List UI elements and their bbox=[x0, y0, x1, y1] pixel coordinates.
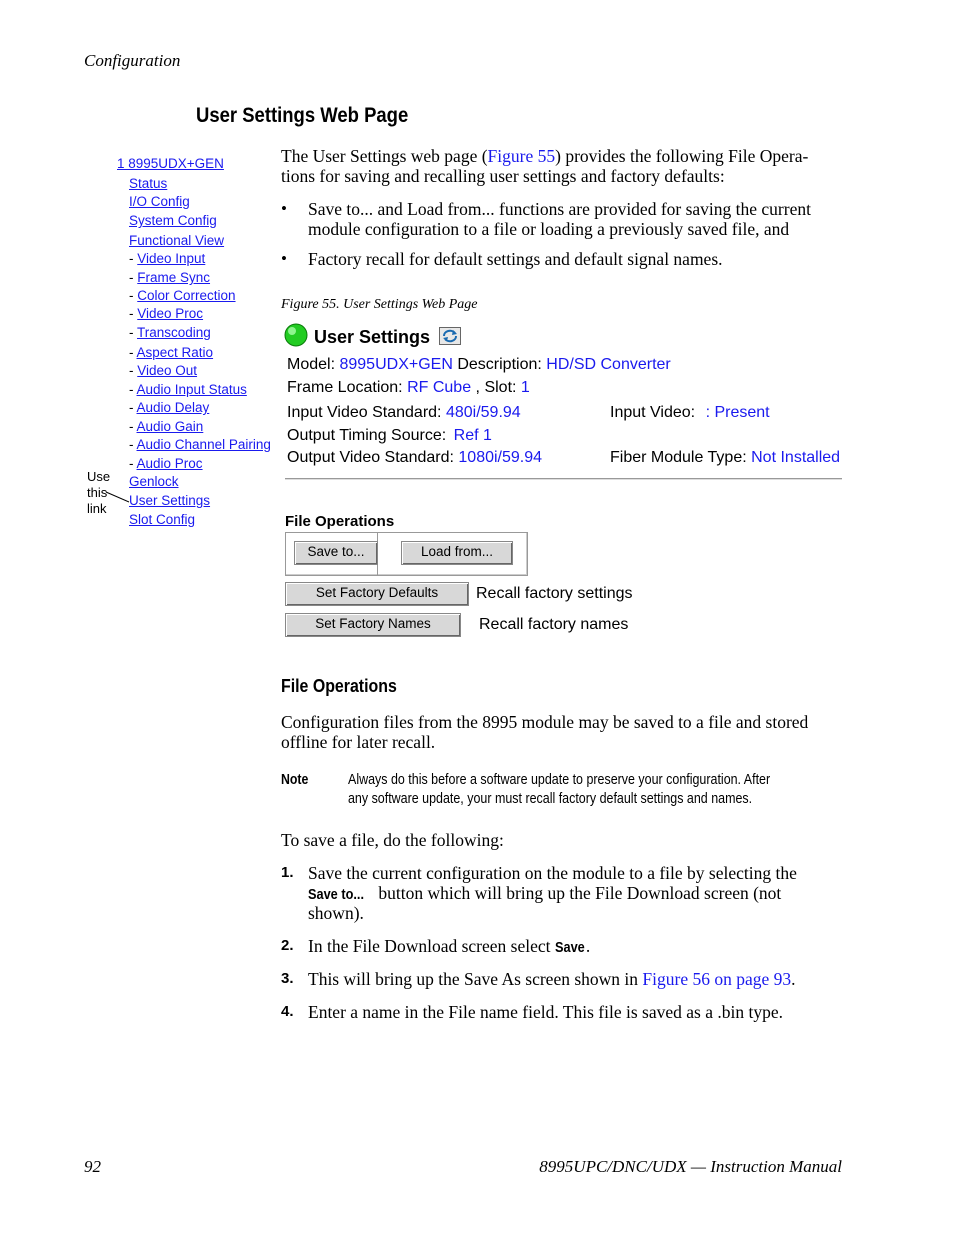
nav-user-settings-link[interactable]: User Settings bbox=[129, 493, 211, 508]
output-video-standard-row bbox=[287, 449, 542, 467]
frame-location-value: RF Cube bbox=[407, 379, 472, 396]
nav-audio-proc-link[interactable]: Audio Proc bbox=[136, 456, 203, 471]
frame-location-label: Frame Location: bbox=[287, 379, 403, 396]
nav-video-proc-link[interactable]: Video Proc bbox=[137, 306, 204, 321]
step-3-text-end: . bbox=[791, 969, 796, 989]
callout-line-3: link bbox=[87, 501, 107, 516]
nav-status-link[interactable]: Status bbox=[129, 176, 168, 191]
running-head: Configuration bbox=[84, 51, 181, 70]
file-ops-paragraph bbox=[281, 712, 808, 752]
set-factory-defaults-button[interactable]: Set Factory Defaults bbox=[285, 582, 469, 606]
nav-dash: - bbox=[129, 400, 137, 415]
file-ops-para-line-1: Configuration files from the 8995 module may be saved to a file and stored bbox=[281, 712, 809, 732]
nav-dash: - bbox=[129, 288, 138, 303]
input-video-row bbox=[610, 404, 770, 422]
step-1-line-2-text: button which will bring up the File Download screen (not bbox=[374, 883, 782, 903]
nav-dash: - bbox=[129, 306, 138, 321]
figure-caption: Figure 55. User Settings Web Page bbox=[281, 297, 478, 312]
page-number: 92 bbox=[84, 1157, 101, 1176]
fiber-module-type-label: Fiber Module Type: bbox=[610, 449, 747, 466]
frame-location-row bbox=[287, 379, 530, 397]
description-value: HD/SD Converter bbox=[546, 356, 671, 373]
refresh-icon[interactable] bbox=[439, 327, 461, 345]
section-title: User Settings Web Page bbox=[196, 104, 409, 127]
nav-dash: - bbox=[129, 345, 137, 360]
divider bbox=[285, 478, 842, 480]
step-number: 4. bbox=[281, 1003, 294, 1020]
fiber-module-type-value: Not Installed bbox=[751, 449, 841, 466]
step-number: 3. bbox=[281, 970, 294, 987]
intro-text-start: The User Settings web page ( bbox=[281, 146, 488, 166]
nav-dash: - bbox=[129, 270, 138, 285]
nav-system-config-link[interactable]: System Config bbox=[129, 213, 217, 228]
file-operations-heading: File Operations bbox=[285, 513, 395, 530]
input-video-standard-row bbox=[287, 404, 521, 422]
input-video-standard-label: Input Video Standard: bbox=[287, 404, 442, 421]
save-to-button[interactable]: Save to... bbox=[294, 541, 378, 565]
recall-factory-names-text: Recall factory names bbox=[479, 616, 629, 633]
intro-text-end: ) provides the following File Opera- bbox=[555, 146, 809, 166]
output-timing-source-value: Ref 1 bbox=[453, 427, 492, 444]
callout-arrow-line bbox=[105, 490, 131, 506]
input-video-label: Input Video: bbox=[610, 404, 696, 421]
recall-factory-settings-text: Recall factory settings bbox=[476, 585, 633, 602]
bullet-2-line-1: Factory recall for default settings and default signal names. bbox=[308, 249, 723, 269]
bullet-1-line-1: Save to... and Load from... functions are provided for saving the current bbox=[308, 199, 811, 219]
nav-genlock-link[interactable]: Genlock bbox=[129, 474, 179, 489]
output-timing-source-label: Output Timing Source: bbox=[287, 427, 447, 444]
description-label: Description: bbox=[457, 356, 542, 373]
step-3-text bbox=[308, 969, 796, 989]
save-lead-text: To save a file, do the following: bbox=[281, 830, 504, 850]
nav-dash: - bbox=[129, 382, 137, 397]
nav-dash: - bbox=[129, 325, 138, 340]
nav-video-input-link[interactable]: Video Input bbox=[137, 251, 206, 266]
nav-video-out-link[interactable]: Video Out bbox=[137, 363, 198, 378]
step-2-text-start: In the File Download screen select bbox=[308, 936, 555, 956]
note-text bbox=[348, 771, 770, 809]
nav-slot-config-link[interactable]: Slot Config bbox=[129, 512, 196, 527]
set-factory-names-button[interactable]: Set Factory Names bbox=[285, 613, 461, 637]
nav-dash: - bbox=[129, 363, 138, 378]
nav-dash: - bbox=[129, 456, 137, 471]
output-video-standard-value: 1080i/59.94 bbox=[458, 449, 543, 466]
nav-audio-delay-link[interactable]: Audio Delay bbox=[136, 400, 210, 415]
save-keyword: Save bbox=[554, 939, 585, 956]
nav-dash: - bbox=[129, 419, 137, 434]
file-operations-title: File Operations bbox=[281, 675, 397, 696]
nav-functional-view-link[interactable]: Functional View bbox=[129, 233, 225, 248]
file-ops-para-line-2: offline for later recall. bbox=[281, 732, 436, 752]
slot-label: , Slot: bbox=[475, 379, 517, 396]
output-video-standard-label: Output Video Standard: bbox=[287, 449, 454, 466]
step-number: 1. bbox=[281, 864, 294, 881]
input-video-value: : Present bbox=[705, 404, 770, 421]
callout-line-2: this bbox=[87, 485, 108, 500]
step-3-text-start: This will bring up the Save As screen shown in bbox=[308, 969, 643, 989]
callout-line-1: Use bbox=[87, 469, 111, 484]
webpage-title: User Settings bbox=[314, 327, 431, 347]
slot-value: 1 bbox=[520, 379, 530, 396]
note-line-2: any software update, your must recall factory default settings and names. bbox=[348, 791, 753, 807]
step-number: 2. bbox=[281, 937, 294, 954]
nav-aspect-ratio-link[interactable]: Aspect Ratio bbox=[136, 345, 214, 360]
user-settings-webpage bbox=[283, 322, 843, 642]
manual-title: 8995UPC/DNC/UDX — Instruction Manual bbox=[539, 1157, 842, 1176]
model-value: 8995UDX+GEN bbox=[339, 356, 453, 373]
nav-audio-gain-link[interactable]: Audio Gain bbox=[136, 419, 204, 434]
intro-paragraph bbox=[281, 146, 851, 186]
step-4-text: Enter a name in the File name field. This file is saved as a .bin type. bbox=[308, 1002, 783, 1022]
figure-56-link[interactable]: Figure 56 on page 93 bbox=[642, 969, 792, 989]
nav-dash: - bbox=[129, 251, 138, 266]
output-timing-source-row bbox=[287, 427, 492, 445]
figure-55-link[interactable]: Figure 55 bbox=[487, 146, 556, 166]
step-1-line-1: Save the current configuration on the module to a file by selecting the bbox=[308, 863, 797, 883]
step-1-line-3: shown). bbox=[308, 903, 364, 923]
bullet-1-line-2: module configuration to a file or loading a previously saved file, and bbox=[308, 219, 790, 239]
save-to-keyword: Save to... bbox=[308, 886, 364, 903]
step-1-line-2 bbox=[308, 883, 781, 905]
nav-audio-input-status-link[interactable]: Audio Input Status bbox=[136, 382, 247, 397]
nav-color-correction-link[interactable]: Color Correction bbox=[137, 288, 236, 303]
note-line-1: Always do this before a software update to preserve your configuration. After bbox=[348, 772, 771, 788]
bullet-dot-icon: • bbox=[281, 249, 287, 268]
status-green-light-icon bbox=[283, 322, 309, 348]
nav-audio-channel-pairing-link[interactable]: Audio Channel Pairing bbox=[136, 437, 271, 452]
model-label: Model: bbox=[287, 356, 336, 373]
nav-transcoding-link[interactable]: Transcoding bbox=[137, 325, 211, 340]
load-from-button[interactable]: Load from... bbox=[401, 541, 513, 565]
model-row bbox=[287, 356, 671, 374]
nav-io-config-link[interactable]: I/O Config bbox=[129, 194, 190, 209]
nav-root-link[interactable]: 1 8995UDX+GEN bbox=[117, 156, 224, 171]
note-label: Note bbox=[281, 772, 309, 788]
input-video-standard-value: 480i/59.94 bbox=[445, 404, 521, 421]
nav-frame-sync-link[interactable]: Frame Sync bbox=[137, 270, 211, 285]
fiber-module-type-row bbox=[610, 449, 840, 467]
step-2-text bbox=[308, 936, 590, 958]
bullet-dot-icon: • bbox=[281, 199, 287, 218]
intro-line-2: tions for saving and recalling user settings and factory defaults: bbox=[281, 166, 725, 186]
step-2-text-end: . bbox=[585, 936, 591, 956]
nav-dash: - bbox=[129, 437, 137, 452]
